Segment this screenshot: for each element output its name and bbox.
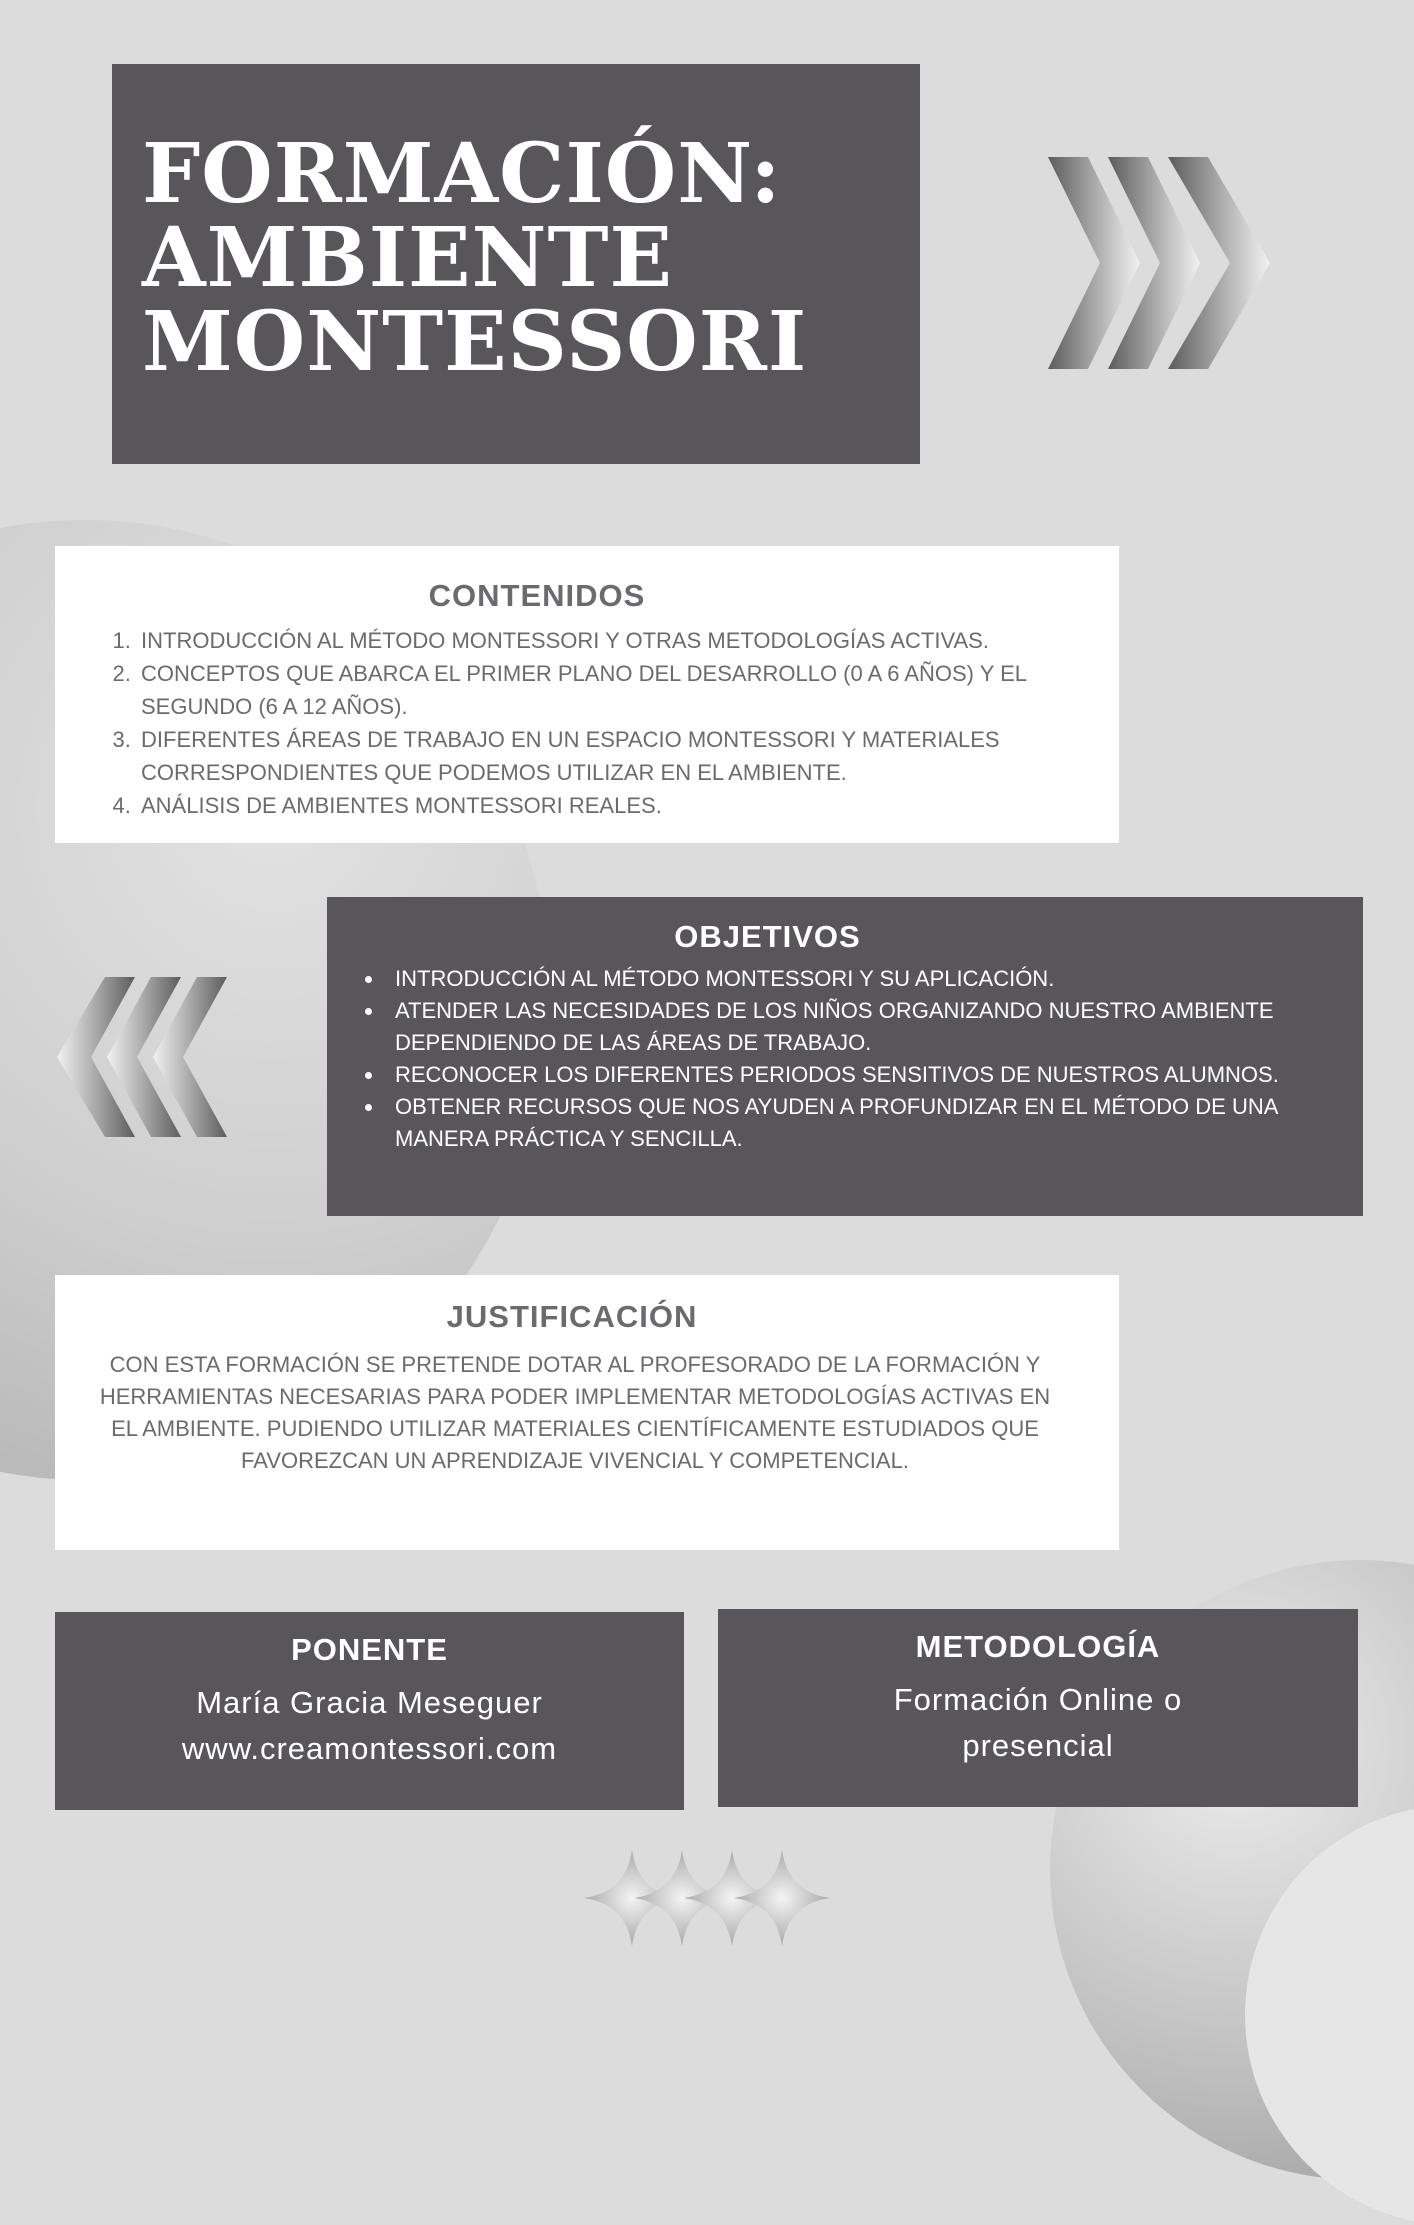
- justificacion-panel: [55, 1275, 1119, 1550]
- sparkle-star-icon: [734, 1850, 830, 1946]
- objetivos-list: [357, 963, 1333, 1155]
- title-line-1: FORMACIÓN:: [142, 126, 782, 222]
- metodologia-heading: METODOLOGÍA: [915, 1629, 1161, 1664]
- objetivos-panel: [327, 897, 1363, 1216]
- metodologia-line-2: presencial: [962, 1728, 1114, 1763]
- justificacion-text: CON ESTA FORMACIÓN SE PRETENDE DOTAR AL PROFESORADO DE LA FORMACIÓN Y HERRAMIENTAS NECESARIAS PARA PODER IMPLEMENTAR METODOLOGÍAS ACTIVAS EN EL AMBIENTE. PUDIENDO UTILIZAR MATERIALES CIENTÍFICAMENTE ESTUDIADOS QUE FAVOREZCAN UN APRENDIZAJE VIVENCIAL Y COMPETENCIAL.: [99, 1352, 1051, 1473]
- title-line-2: AMBIENTE: [142, 210, 674, 306]
- contenidos-heading: CONTENIDOS: [428, 578, 646, 613]
- list-item: • INTRODUCCIÓN AL MÉTODO MONTESSORI Y SU APLICACIÓN.: [385, 963, 1333, 995]
- chevrons-right-decoration: [1040, 155, 1280, 375]
- title-panel: [112, 64, 920, 464]
- list-item: • OBTENER RECURSOS QUE NOS AYUDEN A PROFUNDIZAR EN EL MÉTODO DE UNA MANERA PRÁCTICA Y SENCILLA.: [385, 1091, 1333, 1155]
- list-item: • ATENDER LAS NECESIDADES DE LOS NIÑOS ORGANIZANDO NUESTRO AMBIENTE DEPENDIENDO DE LAS ÁREAS DE TRABAJO.: [385, 995, 1333, 1059]
- list-item: • RECONOCER LOS DIFERENTES PERIODOS SENSITIVOS DE NUESTROS ALUMNOS.: [385, 1059, 1333, 1091]
- metodologia-panel: [718, 1609, 1358, 1807]
- justificacion-heading: JUSTIFICACIÓN: [446, 1299, 698, 1334]
- list-item: 1. INTRODUCCIÓN AL MÉTODO MONTESSORI Y OTRAS METODOLOGÍAS ACTIVAS.: [137, 624, 1089, 657]
- contenidos-panel: [55, 546, 1119, 843]
- objetivos-heading: OBJETIVOS: [674, 919, 861, 954]
- list-item: 3. DIFERENTES ÁREAS DE TRABAJO EN UN ESPACIO MONTESSORI Y MATERIALES CORRESPONDIENTES QUE PODEMOS UTILIZAR EN EL AMBIENTE.: [137, 723, 1089, 789]
- ponente-heading: PONENTE: [291, 1632, 448, 1667]
- ponente-name: María Gracia Meseguer: [196, 1685, 543, 1720]
- metodologia-line-1: Formación Online o: [893, 1682, 1183, 1717]
- contenidos-list: [95, 624, 1089, 822]
- ponente-website-link[interactable]: www.creamontessori.com: [181, 1731, 558, 1766]
- title-line-3: MONTESSORI: [142, 294, 808, 390]
- sparkles-decoration: [582, 1848, 832, 1948]
- ponente-panel: [55, 1612, 684, 1810]
- list-item: 4. ANÁLISIS DE AMBIENTES MONTESSORI REALES.: [137, 789, 1089, 822]
- list-item: 2. CONCEPTOS QUE ABARCA EL PRIMER PLANO DEL DESARROLLO (0 A 6 AÑOS) Y EL SEGUNDO (6 A 12 AÑOS).: [137, 657, 1089, 723]
- chevrons-left-decoration: [55, 975, 235, 1140]
